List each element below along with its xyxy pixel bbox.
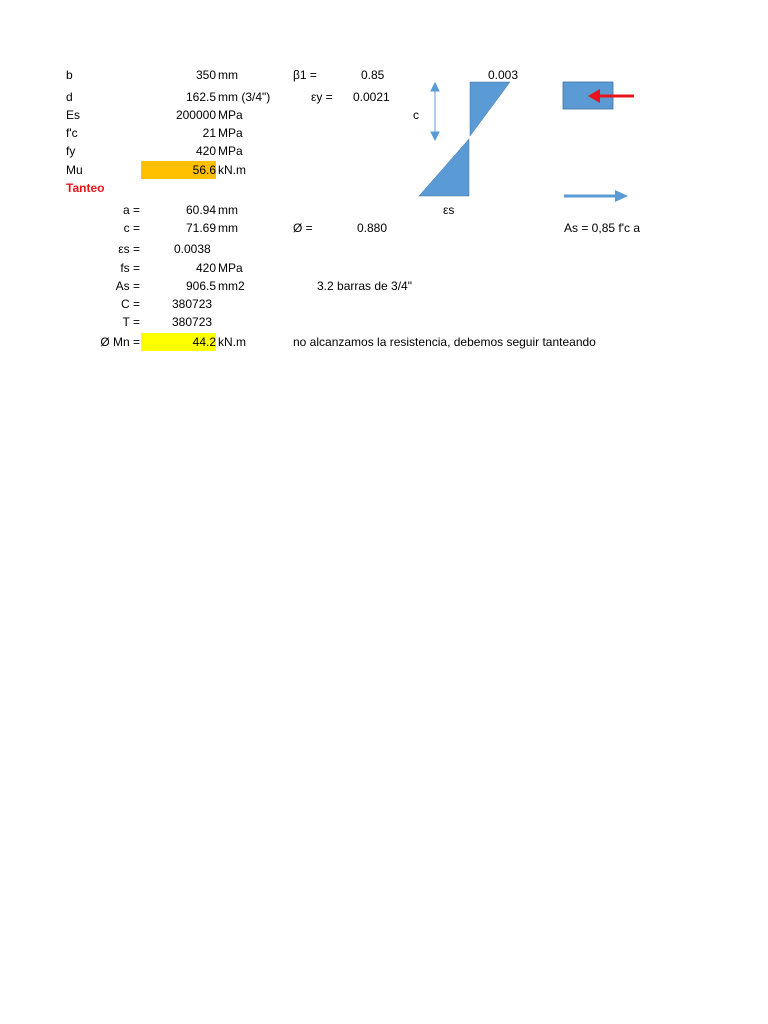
value-mu[interactable]: 56.6 bbox=[192, 163, 216, 177]
c-dimension-arrow-icon bbox=[431, 83, 439, 140]
value-fy[interactable]: 420 bbox=[195, 144, 216, 158]
unit-a: mm bbox=[218, 203, 238, 217]
value-fc[interactable]: 21 bbox=[202, 126, 216, 140]
unit-b: mm bbox=[218, 68, 238, 82]
label-fc: f'c bbox=[66, 126, 78, 140]
value-ey[interactable]: 0.0021 bbox=[353, 90, 390, 104]
tanteo-heading: Tanteo bbox=[66, 181, 105, 195]
label-beta1: β1 = bbox=[293, 68, 317, 82]
label-as: As = bbox=[115, 279, 140, 293]
label-d: d bbox=[66, 90, 73, 104]
label-es-trial: εs = bbox=[118, 242, 140, 256]
tension-force-arrow-icon bbox=[564, 190, 628, 202]
compression-strain-triangle bbox=[470, 82, 510, 136]
tension-strain-triangle bbox=[419, 139, 469, 196]
value-a[interactable]: 60.94 bbox=[185, 203, 216, 217]
unit-as: mm2 bbox=[218, 279, 245, 293]
label-C: C = bbox=[120, 297, 140, 311]
value-beta1[interactable]: 0.85 bbox=[361, 68, 385, 82]
value-as[interactable]: 906.5 bbox=[185, 279, 216, 293]
label-b: b bbox=[66, 68, 73, 82]
value-phimn[interactable]: 44.2 bbox=[192, 335, 216, 349]
unit-fy: MPa bbox=[218, 144, 243, 158]
unit-c: mm bbox=[218, 221, 238, 235]
c-dimension-label: c bbox=[413, 108, 419, 122]
barras-text: 3.2 barras de 3/4" bbox=[317, 279, 412, 293]
label-a: a = bbox=[122, 203, 140, 217]
value-c[interactable]: 71.69 bbox=[185, 221, 216, 235]
value-T[interactable]: 380723 bbox=[172, 315, 213, 329]
value-d[interactable]: 162.5 bbox=[185, 90, 216, 104]
label-phimn: Ø Mn = bbox=[100, 335, 140, 349]
label-T: T = bbox=[122, 315, 140, 329]
unit-phimn: kN.m bbox=[218, 335, 246, 349]
value-phi[interactable]: 0.880 bbox=[357, 221, 388, 235]
value-b[interactable]: 350 bbox=[195, 68, 216, 82]
unit-fc: MPa bbox=[218, 126, 243, 140]
strain-top-value: 0.003 bbox=[488, 68, 519, 82]
label-ey: εy = bbox=[311, 90, 333, 104]
value-fs[interactable]: 420 bbox=[195, 261, 216, 275]
value-C[interactable]: 380723 bbox=[172, 297, 213, 311]
label-c: c = bbox=[123, 221, 140, 235]
unit-es: MPa bbox=[218, 108, 243, 122]
as-formula: As = 0,85 f'c a bbox=[564, 221, 640, 235]
unit-d: mm (3/4") bbox=[218, 90, 271, 104]
value-es-trial[interactable]: 0.0038 bbox=[174, 242, 211, 256]
label-phi: Ø = bbox=[293, 221, 313, 235]
label-fs: fs = bbox=[120, 261, 140, 275]
note-text: no alcanzamos la resistencia, debemos seguir tanteando bbox=[293, 335, 596, 349]
es-diagram-label: εs bbox=[443, 203, 455, 217]
label-mu: Mu bbox=[66, 163, 83, 177]
value-es[interactable]: 200000 bbox=[175, 108, 216, 122]
label-fy: fy bbox=[66, 144, 76, 158]
label-es: Es bbox=[66, 108, 81, 122]
unit-mu: kN.m bbox=[218, 163, 246, 177]
unit-fs: MPa bbox=[218, 261, 243, 275]
